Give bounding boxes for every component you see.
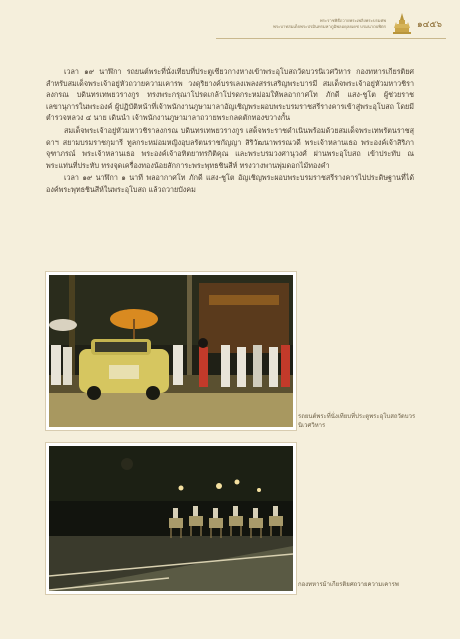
header-line-2: พระบาทสมเด็จพระปรมินทรมหาภูมิพลอดุลยเดช บรมนาถบพิตร	[273, 24, 386, 29]
car-arrival-image	[49, 275, 293, 427]
photo-honor-guard	[46, 443, 296, 594]
royal-crematorium-emblem-icon	[390, 12, 414, 36]
paragraph-3: เวลา ๑๙ นาฬิกา ๑ นาที พลอากาศโท ภักดี แสง-ชูโต อัญเชิญพระผอบพระบรมราชสรีรางคารไปประดิษฐานที่ได้องค์พระพุทธชินสีห์ในพระอุโบสถ แล้วถวายบังคม	[46, 173, 414, 194]
photo-caption-1: รถยนต์พระที่นั่งเทียบที่ประตูพระอุโบสถวัดบวรนิเวศวิหาร	[298, 413, 416, 429]
page-header	[216, 10, 446, 38]
page-number: ๑๔๕๖	[416, 20, 442, 30]
header-divider	[216, 38, 446, 39]
honor-guard-image	[49, 446, 293, 591]
paragraph-2: สมเด็จพระเจ้าอยู่หัวมหาวชิราลงกรณ บดินทรเทพยวรางกูร เสด็จพระราชดำเนินพร้อมด้วยสมเด็จพระเทพรัตนราชสุดาฯ สยามบรมราชกุมารี ทูลกระหม่อมหญิงอุบลรัตนราชกัญญา สิริวัฒนาพรรณวดี พระเจ้าหลานเธอ พระองค์เจ้าสิริภาจุฑาภรณ์ พระเจ้าหลานเธอ พระองค์เจ้าอทิตยาทรกิติคุณ และพระบรมวงศานุวงศ์ ผ่านพระอุโบสถ เข้าประทับ ณ พระแท่นที่ประทับ ทรงจุดเครื่องทองน้อยสักการะพระพุทธชินสีห์ ทรงวางพานพุ่มดอกไม้ทองคำ	[46, 125, 414, 170]
photo-caption-2: กองทหารม้าเกียรติยศถวายความเคารพ	[298, 581, 399, 588]
paragraph-1: เวลา ๑๙ นาฬิกา รถยนต์พระที่นั่งเทียบที่ประตูเซียวกางหางเข้าพระอุโบสถวัดบวรนิเวศวิหาร กองทหารเกียรติยศสำหรับสมเด็จพระเจ้าอยู่หัวถวายความเคารพ วงดุริยางค์บรรเลงเพลงสรรเสริญพระบารมี สมเด็จพระเจ้าอยู่หัวมหาวชิราลงกรณ บดินทรเทพยวรางกูร ทรงพระกรุณาโปรดเกล้าโปรดกระหม่อมให้พลอากาศโท ภักดี แสง-ชูโต ผู้ช่วยราชเลขานุการในพระองค์ ผู้ปฏิบัติหน้าที่เจ้าพนักงานภูษามาลาอัญเชิญพระผอบพระบรมราชสรีรางคารเข้าสู่พระอุโบสถ โดยมีตำรวจหลวง ๔ นาย เดินนำ เจ้าพนักงานภูษามาลาถวายพระกลดตักทองขวางกั้น	[46, 67, 414, 123]
header-line-1: พระราชพิธีถวายพระเพลิงพระบรมศพ	[319, 18, 386, 23]
photo-car-arrival	[46, 272, 296, 430]
body-text	[46, 66, 414, 197]
header-title	[273, 18, 386, 30]
